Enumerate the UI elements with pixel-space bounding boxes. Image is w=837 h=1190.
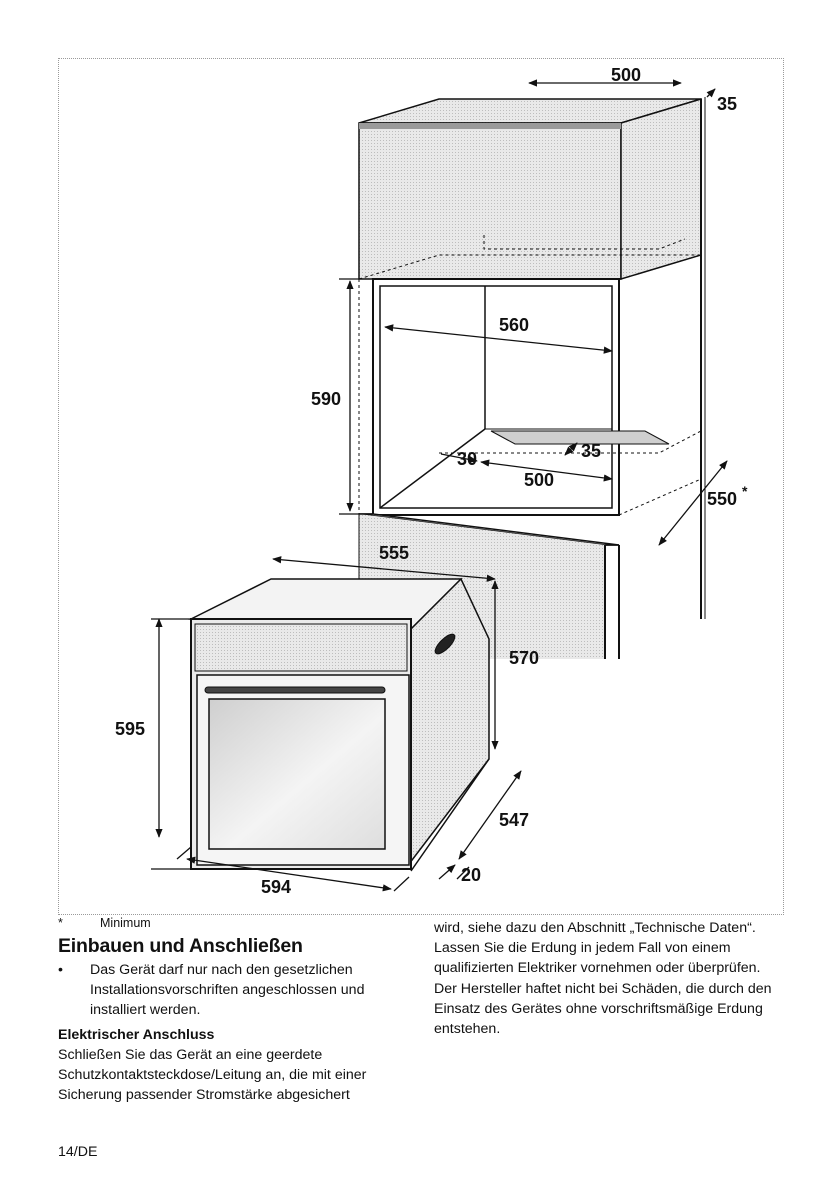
page-number: 14/DE	[58, 1144, 98, 1160]
paragraph-left: Schließen Sie das Gerät an eine geerdete Schutzkontaktsteckdose/Leitung an, die mit einer Sicherung passender Stromstärke abgesichert	[58, 1046, 367, 1104]
cabinet	[359, 97, 705, 659]
control-panel	[195, 624, 407, 671]
door-handle	[205, 687, 385, 693]
bullet-item	[58, 960, 410, 1021]
dim-20: 20	[461, 865, 482, 885]
bullet-mark: •	[58, 962, 63, 978]
footnote-mark: *	[58, 916, 63, 930]
right-column	[434, 918, 786, 1039]
dim-550: 550	[707, 489, 738, 509]
bullet-text: Das Gerät darf nur nach den gesetzlichen Installationsvorschriften angeschlossen und installiert werden.	[90, 962, 365, 1019]
oven-window	[209, 699, 385, 849]
footnote-text: Minimum	[100, 916, 151, 930]
dim-500-inner: 500	[524, 470, 555, 490]
section-title: Einbauen und Anschließen	[58, 935, 303, 957]
dim-35-inner: 35	[581, 441, 602, 461]
dim-35-top: 35	[717, 94, 738, 114]
cabinet-top-front	[359, 123, 621, 279]
dim-30: 30	[457, 449, 478, 469]
cabinet-top-side	[621, 99, 701, 279]
oven-side	[409, 579, 489, 864]
dim-555: 555	[379, 543, 410, 563]
vent-opening	[491, 431, 669, 444]
oven	[191, 579, 489, 871]
dim-595: 595	[115, 719, 146, 739]
dim-560: 560	[499, 315, 530, 335]
dim-594: 594	[261, 877, 292, 897]
subsection-title: Elektrischer Anschluss	[58, 1026, 215, 1043]
dim-550-asterisk: *	[742, 483, 748, 499]
dim-570: 570	[509, 648, 540, 668]
dim-500-top: 500	[611, 65, 642, 85]
diagram-svg	[59, 59, 785, 916]
left-column	[58, 918, 410, 1105]
installation-diagram	[58, 58, 784, 915]
dim-547: 547	[499, 810, 530, 830]
paragraph-right: wird, siehe dazu den Abschnitt „Technische Daten“. Lassen Sie die Erdung in jedem Fall von einem qualifizierten Elektriker vornehmen oder überprüfen. Der Hersteller haftet nicht bei Schäden, die durch den Einsatz des Gerätes ohne vorschriftsmäßige Erdung entstehen.	[434, 920, 772, 1038]
dim-590: 590	[311, 389, 342, 409]
